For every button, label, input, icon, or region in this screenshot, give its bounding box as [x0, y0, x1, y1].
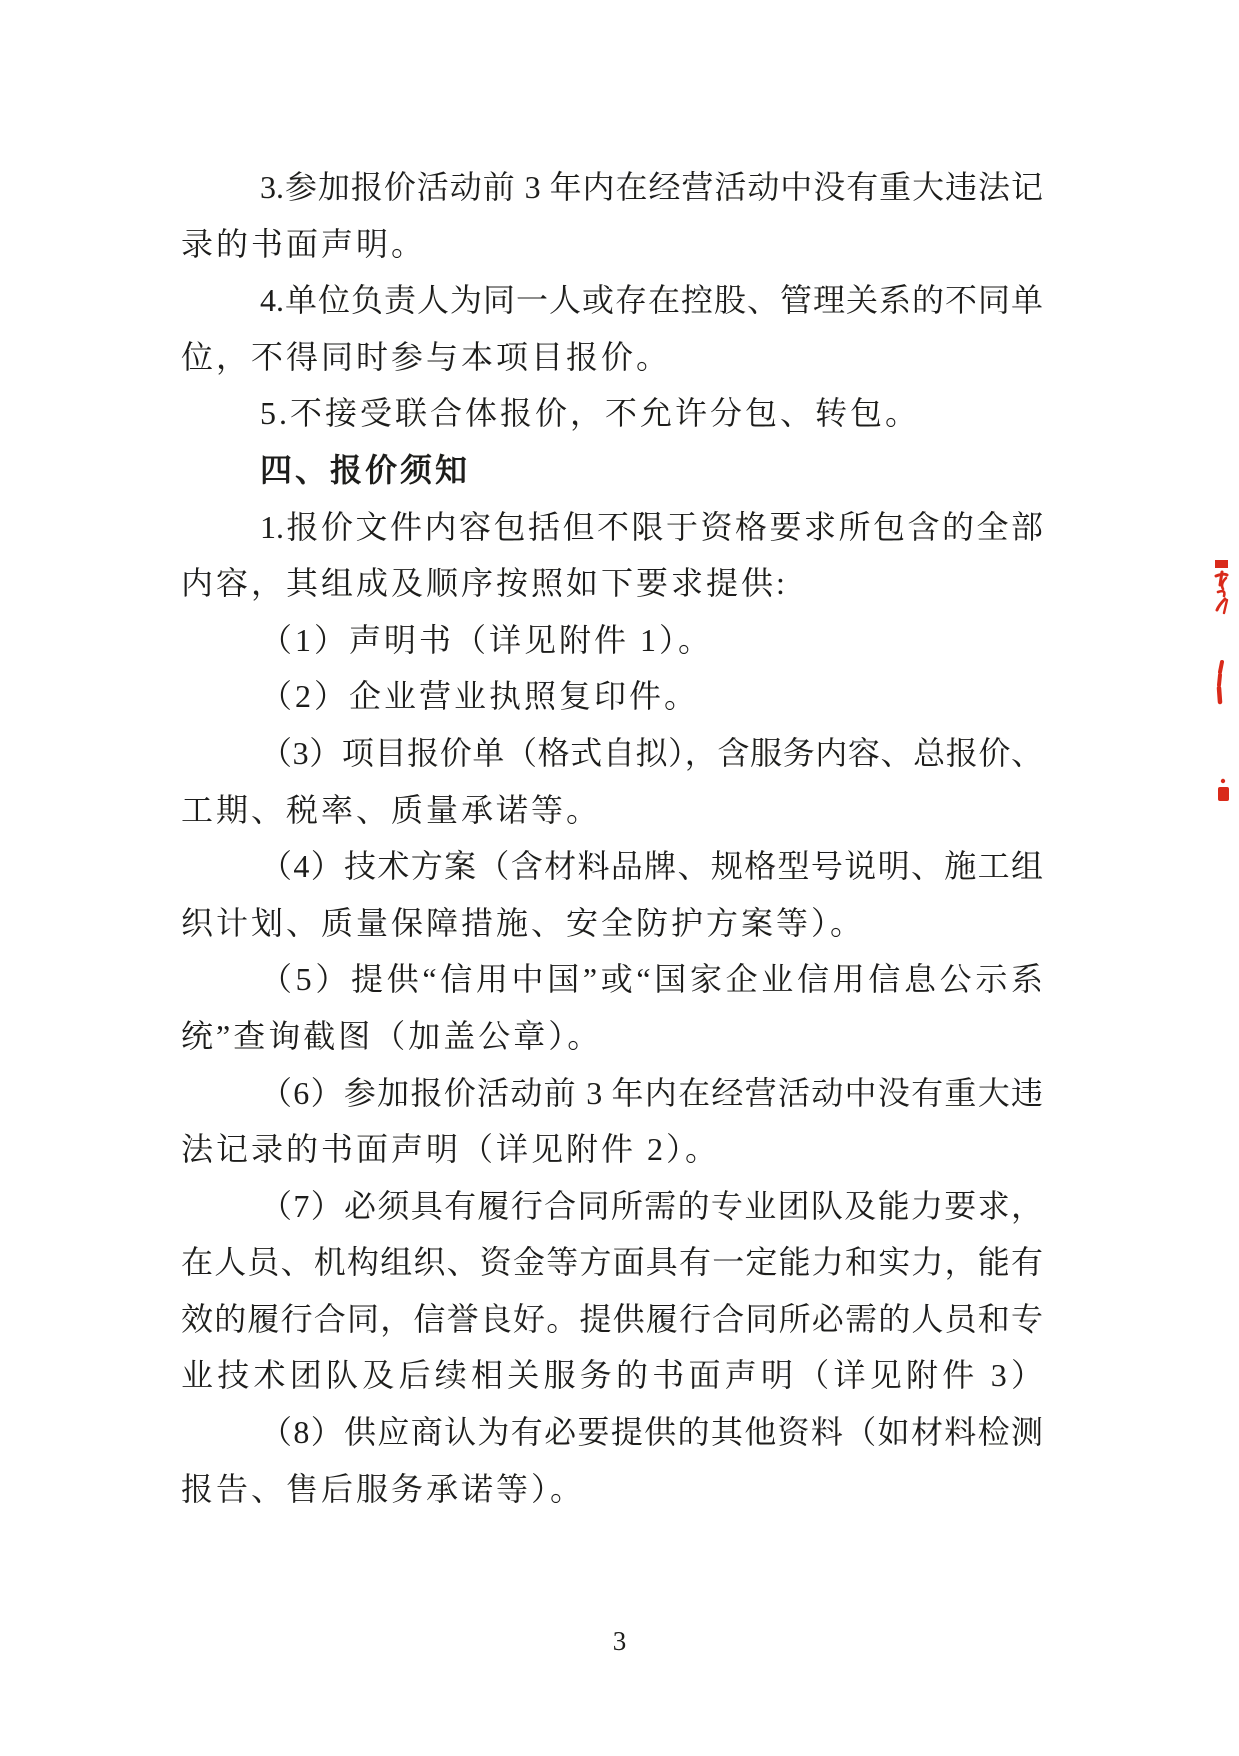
red-seal-fragment-top-icon: [1211, 555, 1231, 626]
text-line: （4）技术方案（含材料品牌、规格型号说明、施工组: [260, 848, 1043, 885]
text-line: 报告、售后服务承诺等）。: [181, 1470, 586, 1507]
text-line: 工期、税率、质量承诺等。: [181, 791, 602, 828]
text-line: （5）提供“信用中国”或“国家企业信用信息公示系: [260, 961, 1043, 998]
red-seal-fragment-middle-icon: [1214, 659, 1228, 710]
document-body: [181, 159, 1043, 1517]
text-line: 3.参加报价活动前 3 年内在经营活动中没有重大违法记: [260, 169, 1043, 205]
text-line: （8）供应商认为有必要提供的其他资料（如材料检测: [260, 1414, 1043, 1451]
text-line: 5.不接受联合体报价，不允许分包、转包。: [260, 395, 921, 432]
text-line: 统”查询截图（加盖公章）。: [181, 1017, 603, 1054]
text-line: 法记录的书面声明（详见附件 2）。: [181, 1131, 721, 1168]
section-heading: 四、报价须知: [260, 451, 471, 488]
text-line: （1）声明书（详见附件 1）。: [260, 621, 714, 658]
text-line: 内容，其组成及顺序按照如下要求提供:: [181, 565, 788, 602]
page-number: 3: [612, 1626, 627, 1656]
text-line: 在人员、机构组织、资金等方面具有一定能力和实力，能有: [181, 1244, 1043, 1281]
text-line: 效的履行合同，信誉良好。提供履行合同所必需的人员和专: [181, 1300, 1043, 1337]
text-line: （6）参加报价活动前 3 年内在经营活动中没有重大违: [260, 1074, 1043, 1111]
red-seal-fragment-bottom-icon: [1215, 777, 1231, 810]
text-line: 录的书面声明。: [181, 225, 427, 262]
text-line: （2）企业营业执照复印件。: [260, 678, 700, 715]
text-line: 业技术团队及后续相关服务的书面声明（详见附件 3）: [181, 1357, 1043, 1394]
text-line: （7）必须具有履行合同所需的专业团队及能力要求，: [260, 1187, 1043, 1224]
text-line: 1.报价文件内容包括但不限于资格要求所包含的全部: [260, 508, 1043, 545]
text-line: （3）项目报价单（格式自拟），含服务内容、总报价、: [260, 734, 1043, 771]
text-line: 织计划、质量保障措施、安全防护方案等）。: [181, 904, 866, 941]
text-line: 4.单位负责人为同一人或存在控股、管理关系的不同单: [260, 282, 1043, 319]
text-line: 位，不得同时参与本项目报价。: [181, 338, 672, 375]
